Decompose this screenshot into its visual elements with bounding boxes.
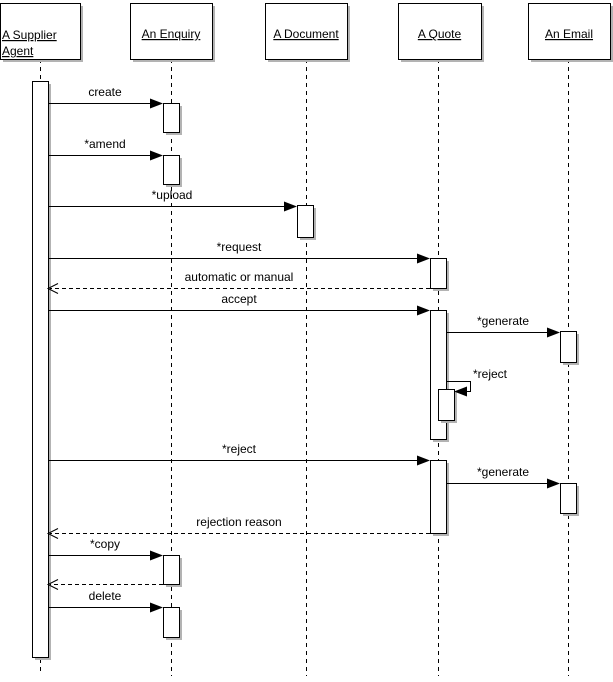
actor-label-enquiry: An Enquiry — [141, 27, 201, 41]
message-label-delete: delete — [88, 589, 122, 603]
activation-enquiry-delete — [164, 608, 180, 638]
message-arrowhead-copy — [150, 551, 163, 561]
activation-enquiry-copy — [164, 556, 180, 585]
message-label-generate-1: *generate — [476, 314, 530, 328]
message-arrowhead-request — [417, 254, 430, 264]
message-arrowhead-upload — [284, 202, 297, 212]
activation-enquiry-create — [164, 104, 180, 133]
activation-quote-reject — [431, 461, 447, 534]
message-arrowhead-accept — [417, 306, 430, 316]
message-arrowhead-generate-1 — [547, 328, 560, 338]
message-arrowhead-generate-2 — [547, 479, 560, 489]
activation-supplier-agent-main — [33, 82, 49, 658]
message-arrowhead-delete — [150, 603, 163, 613]
activation-enquiry-amend — [164, 156, 180, 185]
actor-label-document: A Document — [273, 27, 339, 41]
message-label-auto-manual-return: automatic or manual — [184, 270, 294, 284]
activation-quote-request — [431, 259, 447, 289]
message-label-reject: *reject — [221, 442, 257, 456]
message-label-create: create — [88, 85, 122, 99]
message-arrowhead-create — [150, 99, 163, 109]
message-label-generate-2: *generate — [476, 465, 530, 479]
message-label-rejection-reason: rejection reason — [196, 515, 282, 529]
actor-label-quote: A Quote — [417, 27, 462, 41]
actor-label-email: An Email — [544, 27, 594, 41]
message-label-amend: *amend — [84, 137, 126, 151]
message-label-request: *request — [216, 240, 262, 254]
activation-document-upload — [298, 206, 314, 238]
message-arrowhead-reject — [417, 456, 430, 466]
message-label-accept: accept — [221, 292, 257, 306]
message-label-upload: *upload — [151, 188, 193, 202]
message-label-reject-self: *reject — [472, 367, 508, 381]
actor-label-supplier-agent: A Supplier Agent — [2, 28, 57, 58]
message-label-copy: *copy — [89, 537, 121, 551]
activation-email-generate-2 — [561, 484, 577, 514]
activation-email-generate-1 — [561, 332, 577, 363]
message-arrowhead-amend — [150, 151, 163, 161]
activation-quote-reject-nested — [439, 390, 455, 421]
